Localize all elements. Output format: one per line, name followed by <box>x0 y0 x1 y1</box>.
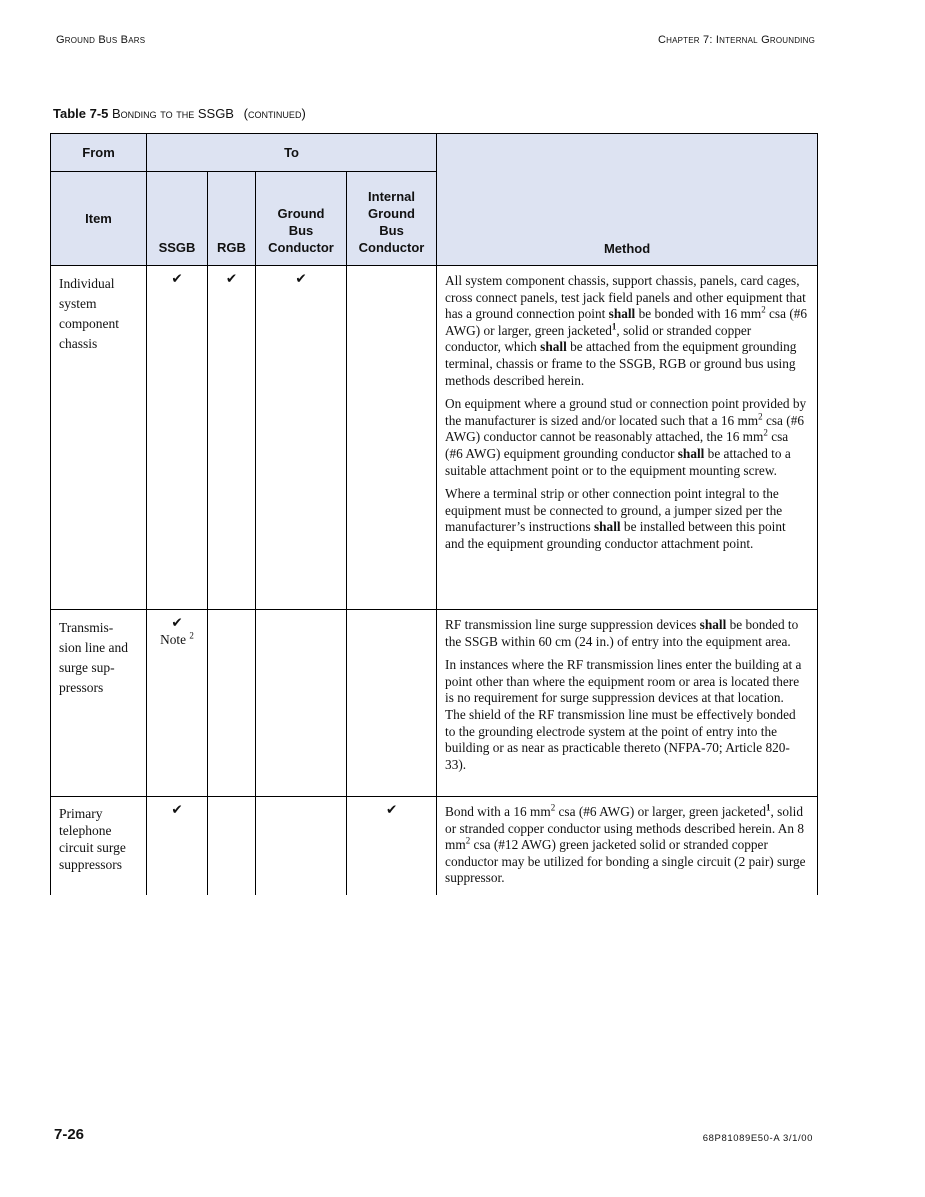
header-to: To <box>147 134 437 172</box>
internal-ground-bus-check: ✔ <box>347 797 437 895</box>
ssgb-check: ✔ <box>147 266 208 610</box>
table-row <box>51 266 818 610</box>
header-rgb: RGB <box>208 172 256 266</box>
header-item: Item <box>51 172 147 266</box>
method-cell: Bond with a 16 $mm^2$ csa (#6 AWG) or larger, green jacketed$^1$, solid or stranded copper conductor using methods described herein. An 8 $mm^2$ csa (#12 AWG) green jacketed solid or stranded copper conductor may be utilized for bonding a single circuit (2 pair) surge suppressor. <box>437 797 818 895</box>
internal-ground-bus-check <box>347 610 437 797</box>
method-cell: All system component chassis, support chassis, panels, card cages, cross connect panels, test jack field panels and other equipment that has a ground connection point shall be bonded with 16 $mm^2$ csa (#6 AWG) or larger, green jacketed$^1$, solid or stranded copper conductor, which shall be attached from the equipment grounding terminal, chassis or frame to the SSGB, RGB or ground bus using methods described herein. On equipment where a ground stud or connection point provided by the manufacturer is sized and/or located such that a 16 $mm^2$ csa (#6 AWG) conductor cannot be reasonably attached, the 16 $mm^2$ csa (#6 AWG) equipment grounding conductor shall be attached to a suitable attachment point or to the equipment mounting screw. Where a terminal strip or other connection point integral to the equipment must be connected to ground, a jumper sized per the manufacturer’s instructions shall be installed between this point and the equipment grounding conductor attachment point. <box>437 266 818 610</box>
ground-bus-check <box>256 610 347 797</box>
header-from: From <box>51 134 147 172</box>
document-id: 68P81089E50-A 3/1/00 <box>702 1133 813 1144</box>
ground-bus-check: ✔ <box>256 266 347 610</box>
ssgb-check: ✔ Note $^2$ <box>147 610 208 797</box>
table-row <box>51 610 818 797</box>
item-cell: Primary telephone circuit surge suppressors <box>51 797 147 895</box>
header-internal-ground-bus-conductor: Internal Ground Bus Conductor <box>347 172 437 266</box>
table-caption <box>53 106 306 121</box>
table-number: Table 7-5 <box>53 106 109 121</box>
header-method: Method <box>437 134 818 266</box>
table-title: Bonding to the SSGB <box>112 106 234 121</box>
rgb-check: ✔ <box>208 266 256 610</box>
rgb-check <box>208 797 256 895</box>
item-cell: Transmis- sion line and surge sup- pressors <box>51 610 147 797</box>
rgb-check <box>208 610 256 797</box>
bonding-table <box>50 133 818 895</box>
internal-ground-bus-check <box>347 266 437 610</box>
ssgb-check: ✔ <box>147 797 208 895</box>
table-row <box>51 797 818 895</box>
running-header-left: Ground Bus Bars <box>56 34 146 46</box>
method-cell: RF transmission line surge suppression devices shall be bonded to the SSGB within 60 cm (24 in.) of entry into the equipment area. In instances where the RF transmission lines enter the building at a point other than where the equipment room or area is located there is no requirement for surge suppression devices at that location. The shield of the RF transmission line must be effectively bonded to the grounding electrode system at the point of entry into the building or as near as practicable thereto (NFPA-70; Article 820-33). <box>437 610 818 797</box>
header-ssgb: SSGB <box>147 172 208 266</box>
item-cell: Individual system component chassis <box>51 266 147 610</box>
running-header-right: Chapter 7: Internal Grounding <box>657 34 815 46</box>
ssgb-note: Note $^2$ <box>160 630 194 647</box>
header-ground-bus-conductor: Ground Bus Conductor <box>256 172 347 266</box>
table-continued: (continued) <box>243 106 306 121</box>
ground-bus-check <box>256 797 347 895</box>
page-number: 7-26 <box>54 1126 85 1143</box>
